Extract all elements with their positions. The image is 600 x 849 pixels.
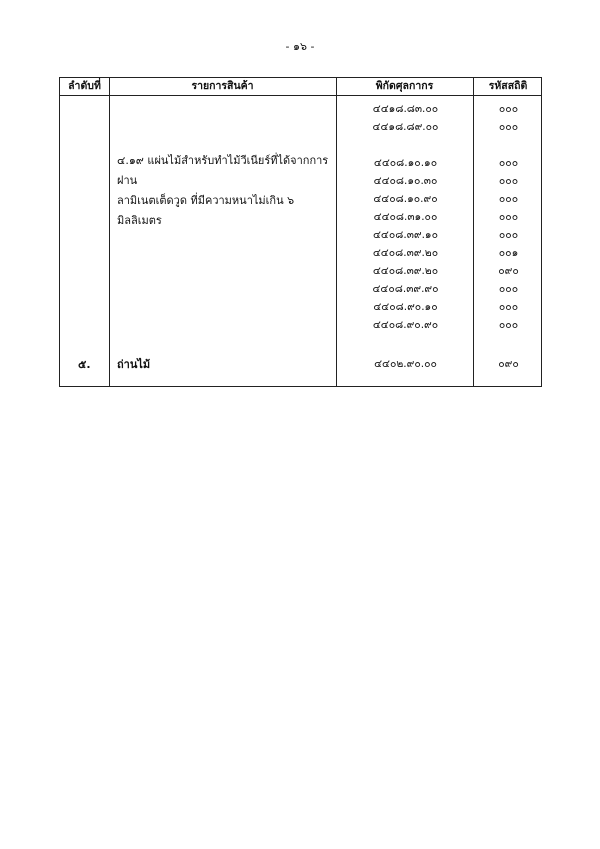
header-seq: ลำดับที่ <box>68 80 101 92</box>
stat-code: ๐๐๐ <box>498 319 519 331</box>
stat-code: ๐๐๐ <box>498 301 519 313</box>
tariff-code: ๔๔๐๘.๑๐.๓๐ <box>373 175 438 187</box>
stat-code: ๐๐๐ <box>498 103 519 115</box>
tariff-code: ๔๔๑๘.๘๙.๐๐ <box>372 121 439 133</box>
tariff-code: ๔๔๐๘.๓๑.๐๐ <box>373 211 438 223</box>
header-stat: รหัสสถิติ <box>488 80 528 92</box>
stat-code: ๐๐๐ <box>498 157 519 169</box>
item-5-tariff: ๔๔๐๒.๙๐.๐๐ <box>374 358 437 370</box>
stat-code: ๐๐๐ <box>498 229 519 241</box>
tariff-code: ๔๔๐๘.๓๙.๒๐ <box>372 265 439 277</box>
item-5-stat: ๐๙๐ <box>498 358 519 370</box>
tariff-code: ๔๔๑๘.๘๓.๐๐ <box>372 103 439 115</box>
item-4-19-line-2: ลามิเนตเต็ดวูด ที่มีความหนาไม่เกิน ๖ มิลลิเมตร <box>117 194 295 227</box>
tariff-code: ๔๔๐๘.๓๙.๙๐ <box>372 283 439 295</box>
tariff-code: ๔๔๐๘.๙๐.๑๐ <box>373 301 438 313</box>
header-item: รายการสินค้า <box>191 80 254 92</box>
item-4-19-line-1: ๔.๑๙ แผ่นไม้สำหรับทำไม้วีเนียร์ที่ได้จากการฝาน <box>117 154 329 187</box>
header-tariff: พิกัดศุลกากร <box>375 80 434 92</box>
tariff-code: ๔๔๐๘.๑๐.๑๐ <box>373 157 438 169</box>
stat-code: ๐๐๐ <box>498 175 519 187</box>
item-5-seq: ๕. <box>78 358 91 371</box>
tariff-code: ๔๔๐๘.๑๐.๙๐ <box>373 193 438 205</box>
item-4-19-description <box>117 151 335 231</box>
tariff-code: ๔๔๐๘.๙๐.๙๐ <box>372 319 439 331</box>
stat-code: ๐๐๐ <box>498 121 519 133</box>
stat-code: ๐๐๐ <box>498 193 519 205</box>
tariff-table <box>59 77 542 387</box>
column-divider <box>109 78 110 386</box>
stat-code: ๐๐๐ <box>498 211 519 223</box>
tariff-code: ๔๔๐๘.๓๙.๑๐ <box>372 229 439 241</box>
stat-code: ๐๙๐ <box>498 265 519 277</box>
stat-code: ๐๐๑ <box>498 247 519 259</box>
header-divider <box>60 95 541 96</box>
tariff-code: ๔๔๐๘.๓๙.๒๐ <box>372 247 439 259</box>
stat-code: ๐๐๐ <box>498 283 519 295</box>
page-number: - ๑๖ - <box>285 40 315 53</box>
item-5-name: ถ่านไม้ <box>117 358 151 371</box>
